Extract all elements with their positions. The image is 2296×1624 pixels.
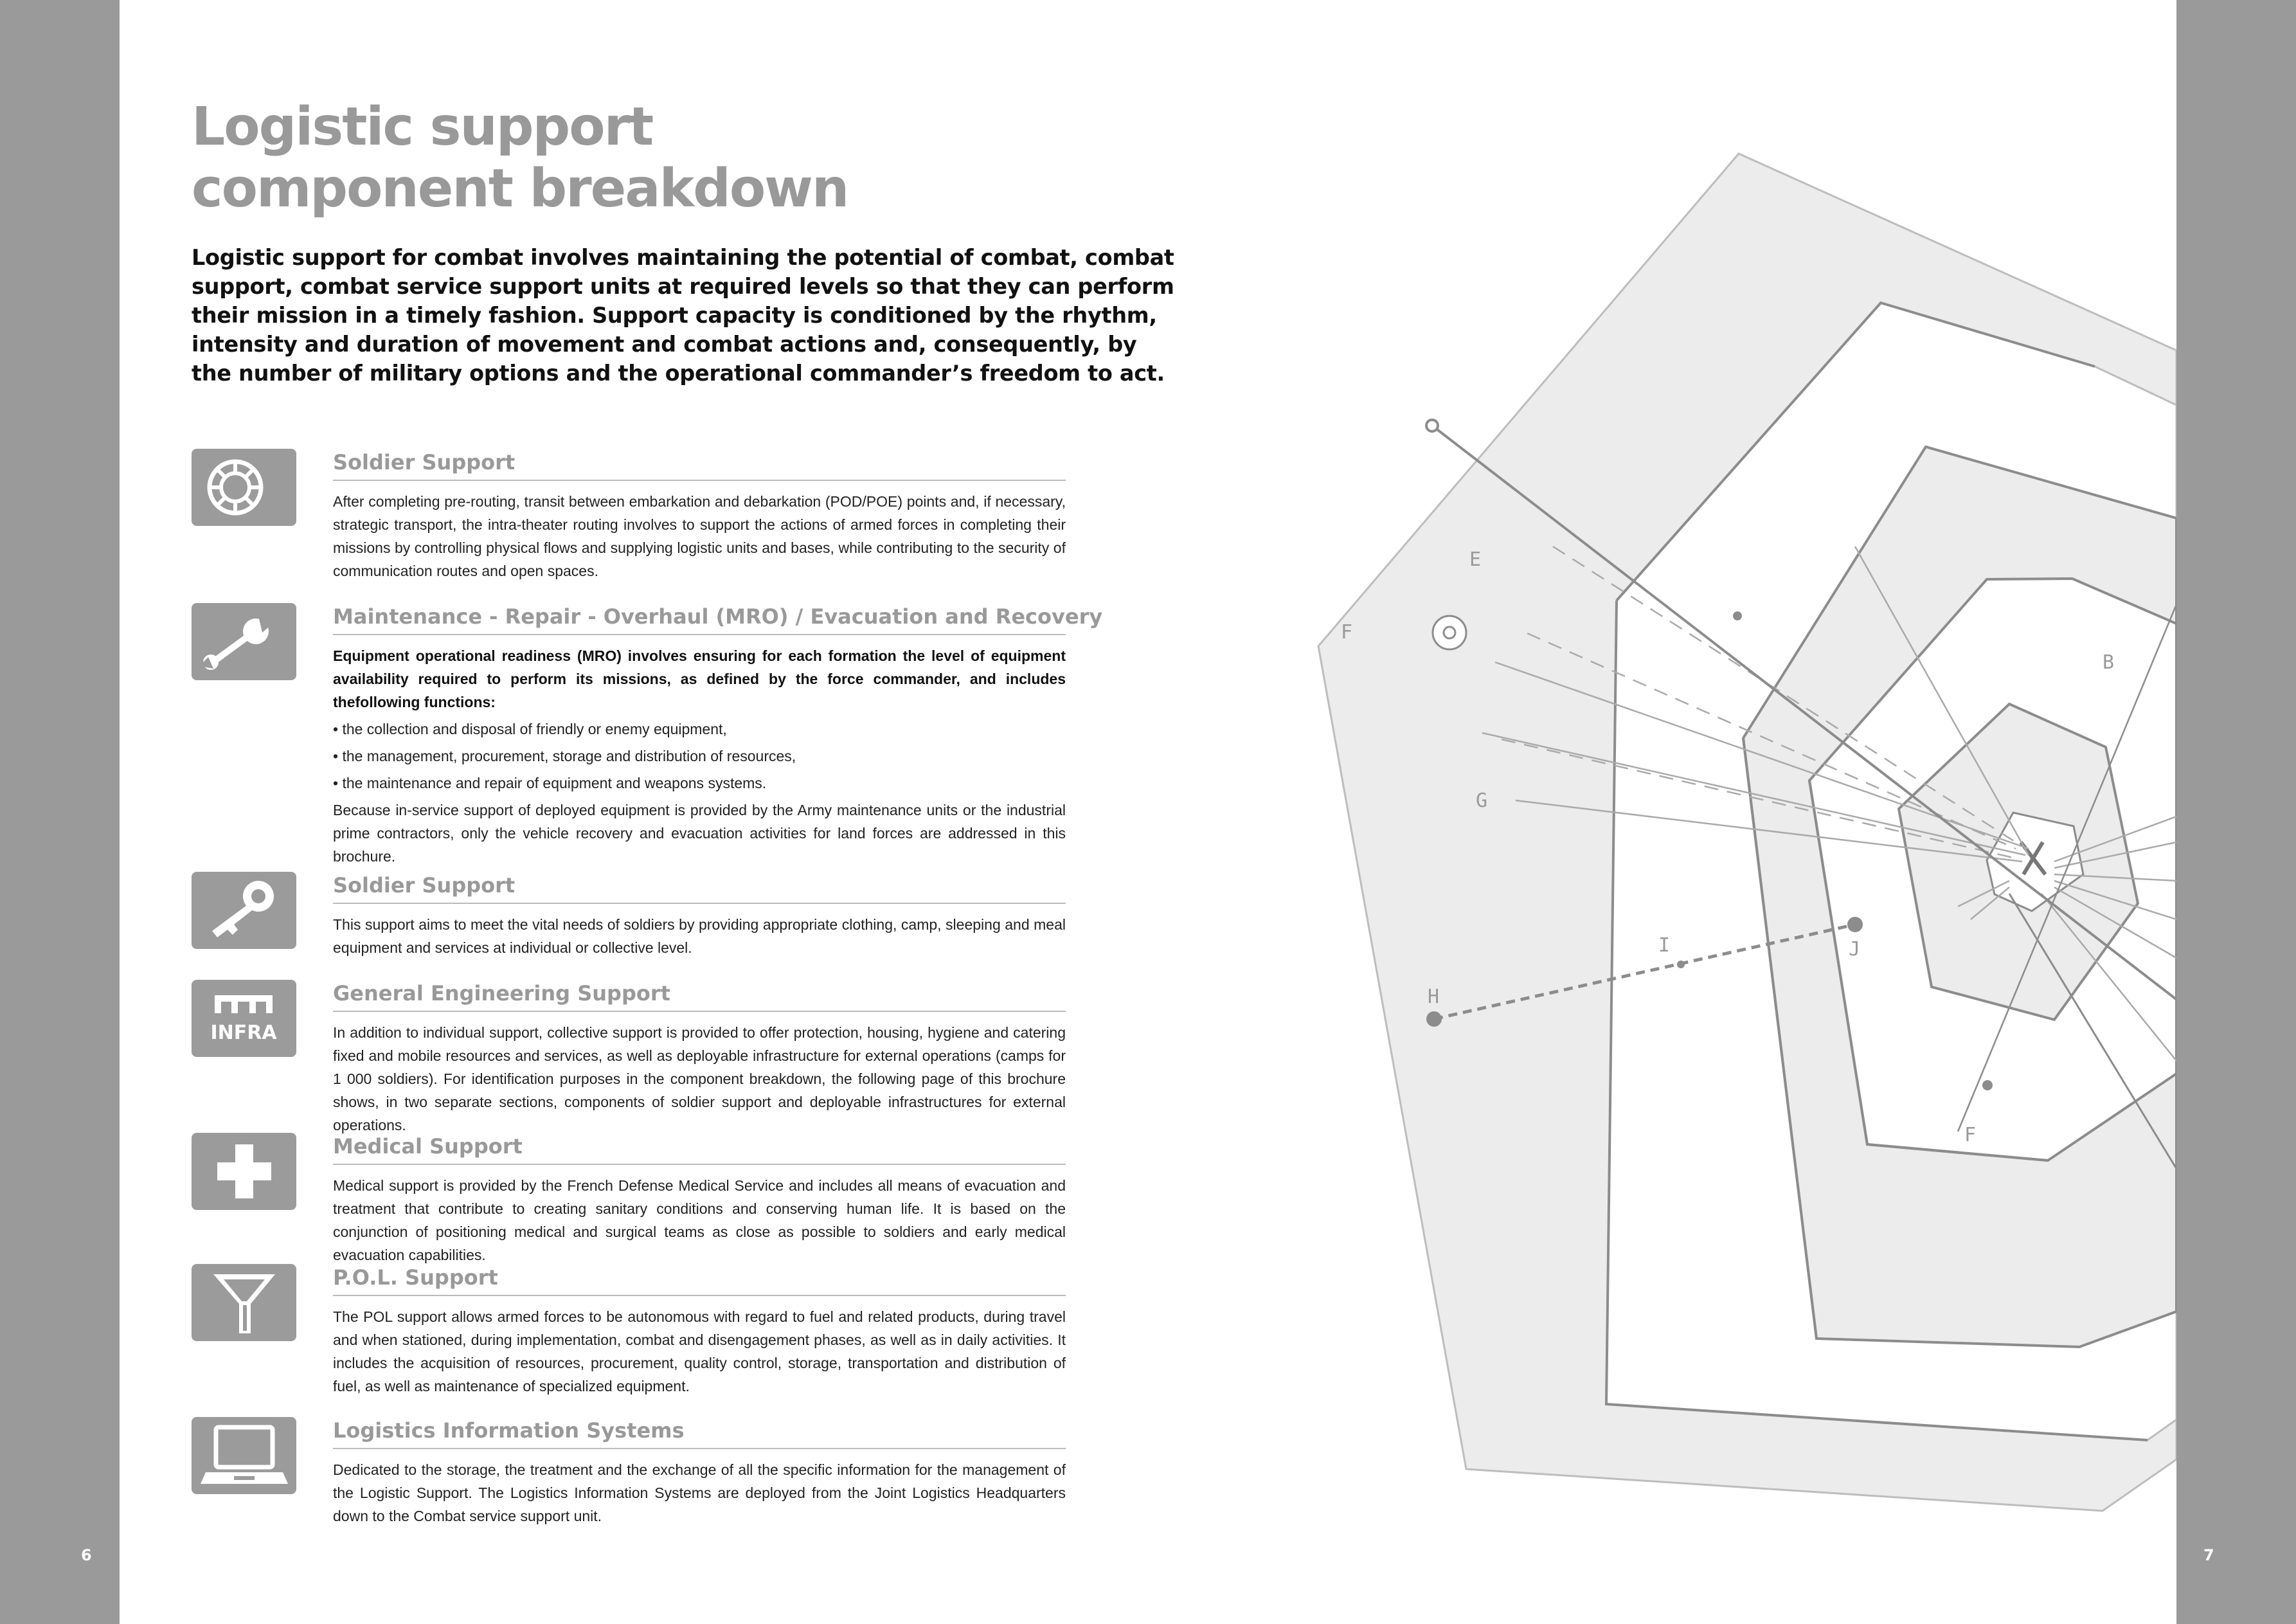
section-paragraph: After completing pre-routing, transit between embarkation and debarkation (POD/POE) points and, if necessary, strategic transport, the intra-theater routing involves to support the actions of armed forces in completing their missions by controlling physical flows and supplying logistic units and bases, while contributing to the security of communication routes and open spaces.: [333, 493, 1066, 579]
section-paragraph: Dedicated to the storage, the treatment and the exchange of all the specific information for the management of the Logistic Support. The Logistics Information Systems are deployed from the Joint Logistics Headquarters down to the Combat service support unit.: [333, 1461, 1066, 1524]
page-title: [192, 96, 1091, 220]
laptop-icon: [192, 1417, 296, 1494]
section-title: General Engineering Support: [333, 980, 1066, 1012]
medical-cross-icon: [192, 1133, 296, 1210]
diagram-label-f: F: [1341, 621, 1353, 644]
section-title: Maintenance - Repair - Overhaul (MRO) / Evacuation and Recovery: [333, 603, 1066, 635]
intro-line: Logistic support for combat involves maintaining the potential of combat, combat: [192, 245, 1174, 270]
section-title: Soldier Support: [333, 449, 1066, 481]
intro-line: support, combat service support units at required levels so that they can perform: [192, 274, 1174, 299]
section-title: Logistics Information Systems: [333, 1417, 1066, 1449]
diagram-label-e: E: [1469, 548, 1482, 571]
title-line-2: component breakdown: [192, 158, 848, 219]
left-margin-band: [0, 0, 120, 1624]
section-paragraph: In addition to individual support, collective support is provided to offer protection, housing, hygiene and catering fixed and mobile resources and services, as well as deployable infrastructure for external operations (camps for 1 000 soldiers). For identification purposes in the component breakdown, the following page of this brochure shows, in two separate sections, components of soldier support and deployable infrastructures for external operations.: [333, 1024, 1066, 1133]
wrench-icon: [192, 603, 296, 680]
page-number-right: 7: [2203, 1546, 2214, 1564]
key-icon: [192, 872, 296, 949]
infra-icon: [192, 980, 296, 1057]
section-paragraph: This support aims to meet the vital needs of soldiers by providing appropriate clothing, camp, sleeping and meal equipment and services at individual or collective level.: [333, 916, 1066, 956]
section-lead: Equipment operational readiness (MRO) involves ensuring for each formation the level of equipment availability required to perform its missions, as defined by the force commander, and includes thefollowing functions:: [333, 647, 1066, 710]
brochure-spread: [120, 0, 2176, 1624]
diagram-label-h: H: [1428, 986, 1440, 1008]
diagram-label-g: G: [1476, 789, 1488, 812]
title-line-1: Logistic support: [192, 96, 653, 158]
cog-wheel-icon: [192, 449, 296, 526]
intro-line: their mission in a timely fashion. Support capacity is conditioned by the rhythm,: [192, 303, 1157, 328]
section-title: P.O.L. Support: [333, 1264, 1066, 1296]
section-paragraph: Because in-service support of deployed equipment is provided by the Army maintenance units or the industrial prime contractors, only the vehicle recovery and evacuation activities for land forces are addressed in this brochure.: [333, 802, 1066, 865]
funnel-icon: [192, 1264, 296, 1341]
diagram-label-j: J: [1849, 938, 1861, 961]
right-margin-band: [2176, 0, 2296, 1624]
page-number-left: 6: [81, 1546, 92, 1564]
infra-icon-text: INFRA: [210, 1022, 277, 1044]
intro-paragraph: [192, 243, 1174, 388]
bullet-item: • the collection and disposal of friendly or enemy equipment,: [333, 721, 727, 737]
section-title: Medical Support: [333, 1133, 1066, 1165]
bullet-item: • the maintenance and repair of equipment and weapons systems.: [333, 775, 767, 791]
hexagon-target-diagram: [1212, 96, 2176, 1543]
intro-line: the number of military options and the operational commander’s freedom to act.: [192, 361, 1165, 386]
diagram-label-b: B: [2103, 651, 2115, 674]
diagram-label-f-bottom: F: [1964, 1124, 1977, 1146]
intro-line: intensity and duration of movement and combat actions and, consequently, by: [192, 332, 1137, 357]
section-paragraph: Medical support is provided by the French Defense Medical Service and includes all means of evacuation and treatment that contribute to creating sanitary conditions and conserving human life. It is based on the conjunction of positioning medical and surgical teams as close as possible to soldiers and early medical evacuation capabilities.: [333, 1177, 1066, 1263]
diagram-label-i: I: [1658, 934, 1671, 957]
section-title: Soldier Support: [333, 872, 1066, 904]
section-paragraph: The POL support allows armed forces to be autonomous with regard to fuel and related products, during travel and when stationed, during implementation, combat and disengagement phases, as well as in daily activities. It includes the acquisition of resources, procurement, quality control, storage, transportation and distribution of fuel, as well as maintenance of specialized equipment.: [333, 1308, 1066, 1394]
bullet-item: • the management, procurement, storage and distribution of resources,: [333, 748, 796, 764]
